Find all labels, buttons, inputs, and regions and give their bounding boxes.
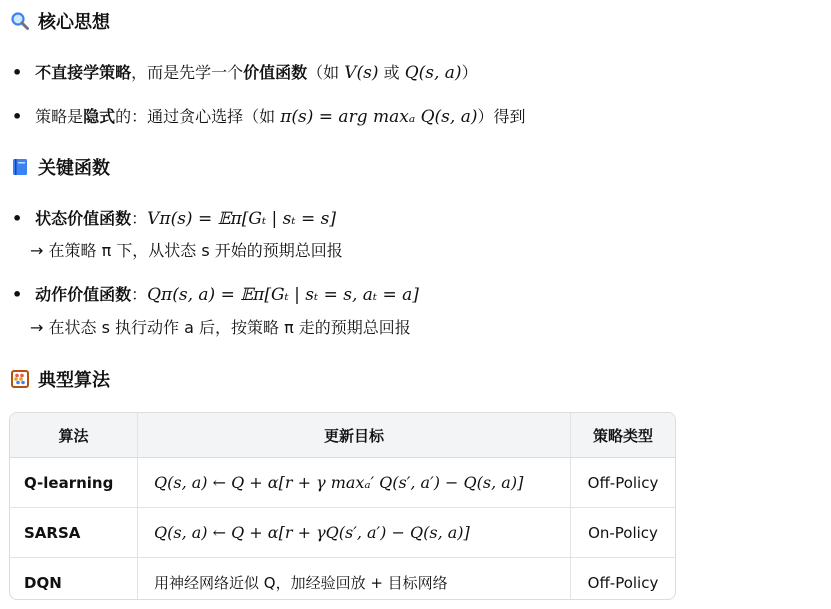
algorithm-name: DQN bbox=[10, 558, 138, 601]
algorithms-table bbox=[9, 412, 676, 600]
policy-type: Off-Policy bbox=[571, 558, 676, 601]
column-header: 策略类型 bbox=[571, 413, 676, 458]
policy-type: Off-Policy bbox=[571, 458, 676, 508]
math-expression: π(s) = arg maxₐ Q(s, a) bbox=[280, 107, 478, 127]
text: 策略是 bbox=[35, 107, 84, 126]
column-header: 更新目标 bbox=[138, 413, 571, 458]
section-heading-core-idea bbox=[10, 8, 110, 34]
description-line: → 在策略 π 下，从状态 s 开始的预期总回报 bbox=[30, 241, 343, 260]
abacus-icon bbox=[10, 369, 30, 389]
bold-text: 价值函数 bbox=[243, 63, 308, 82]
text: 的：通过贪心选择（如 bbox=[115, 107, 281, 126]
table-header-row bbox=[10, 413, 675, 458]
policy-type: On-Policy bbox=[571, 508, 676, 558]
bold-text: 动作价值函数 bbox=[35, 285, 132, 304]
magnifier-icon bbox=[10, 11, 30, 31]
heading-title: 关键函数 bbox=[38, 158, 110, 179]
update-target: Q(s, a) ← Q + α[r + γQ(s′, a′) − Q(s, a)] bbox=[138, 508, 571, 558]
blue-book-icon bbox=[10, 157, 30, 177]
bold-text: 隐式 bbox=[83, 107, 116, 126]
heading-title: 核心思想 bbox=[38, 12, 110, 33]
section-heading-key-functions bbox=[10, 154, 110, 180]
bullet-item: • 策略是隐式的：通过贪心选择（如 π(s) = arg maxₐ Q(s, a)）得到 bbox=[12, 107, 526, 127]
text: ： bbox=[131, 285, 148, 304]
bold-text: 状态价值函数 bbox=[35, 209, 132, 228]
text: ，而是先学一个 bbox=[131, 63, 244, 82]
description-line: → 在状态 s 执行动作 a 后，按策略 π 走的预期总回报 bbox=[30, 318, 411, 337]
bullet-item: • 动作价值函数：Qπ(s, a) = 𝔼π[Gₜ | sₜ = s, aₜ = a] bbox=[12, 285, 419, 305]
update-target: 用神经网络近似 Q，加经验回放 + 目标网络 bbox=[138, 558, 571, 601]
bold-text: 不直接学策略 bbox=[35, 63, 132, 82]
math-expression: Vπ(s) = 𝔼π[Gₜ | sₜ = s] bbox=[147, 209, 337, 229]
text: ）得到 bbox=[477, 107, 526, 126]
section-heading-algorithms bbox=[10, 366, 110, 392]
math-expression: Qπ(s, a) = 𝔼π[Gₜ | sₜ = s, aₜ = a] bbox=[147, 285, 419, 305]
math-expression: V(s) bbox=[344, 63, 379, 83]
table-row bbox=[10, 558, 675, 601]
algorithm-name: SARSA bbox=[10, 508, 138, 558]
bullet-item: • 状态价值函数：Vπ(s) = 𝔼π[Gₜ | sₜ = s] bbox=[12, 209, 337, 229]
algorithm-name: Q-learning bbox=[10, 458, 138, 508]
heading-title: 典型算法 bbox=[38, 370, 110, 391]
text: ： bbox=[131, 209, 148, 228]
table-row bbox=[10, 508, 675, 558]
table-row bbox=[10, 458, 675, 508]
column-header: 算法 bbox=[10, 413, 138, 458]
text: 或 bbox=[378, 63, 405, 82]
update-target: Q(s, a) ← Q + α[r + γ maxₐ′ Q(s′, a′) − Q(s, a)] bbox=[138, 458, 571, 508]
text: （如 bbox=[307, 63, 345, 82]
text: ） bbox=[461, 63, 478, 82]
bullet-item: • 不直接学策略，而是先学一个价值函数（如 V(s) 或 Q(s, a)） bbox=[12, 63, 478, 83]
math-expression: Q(s, a) bbox=[404, 63, 462, 83]
